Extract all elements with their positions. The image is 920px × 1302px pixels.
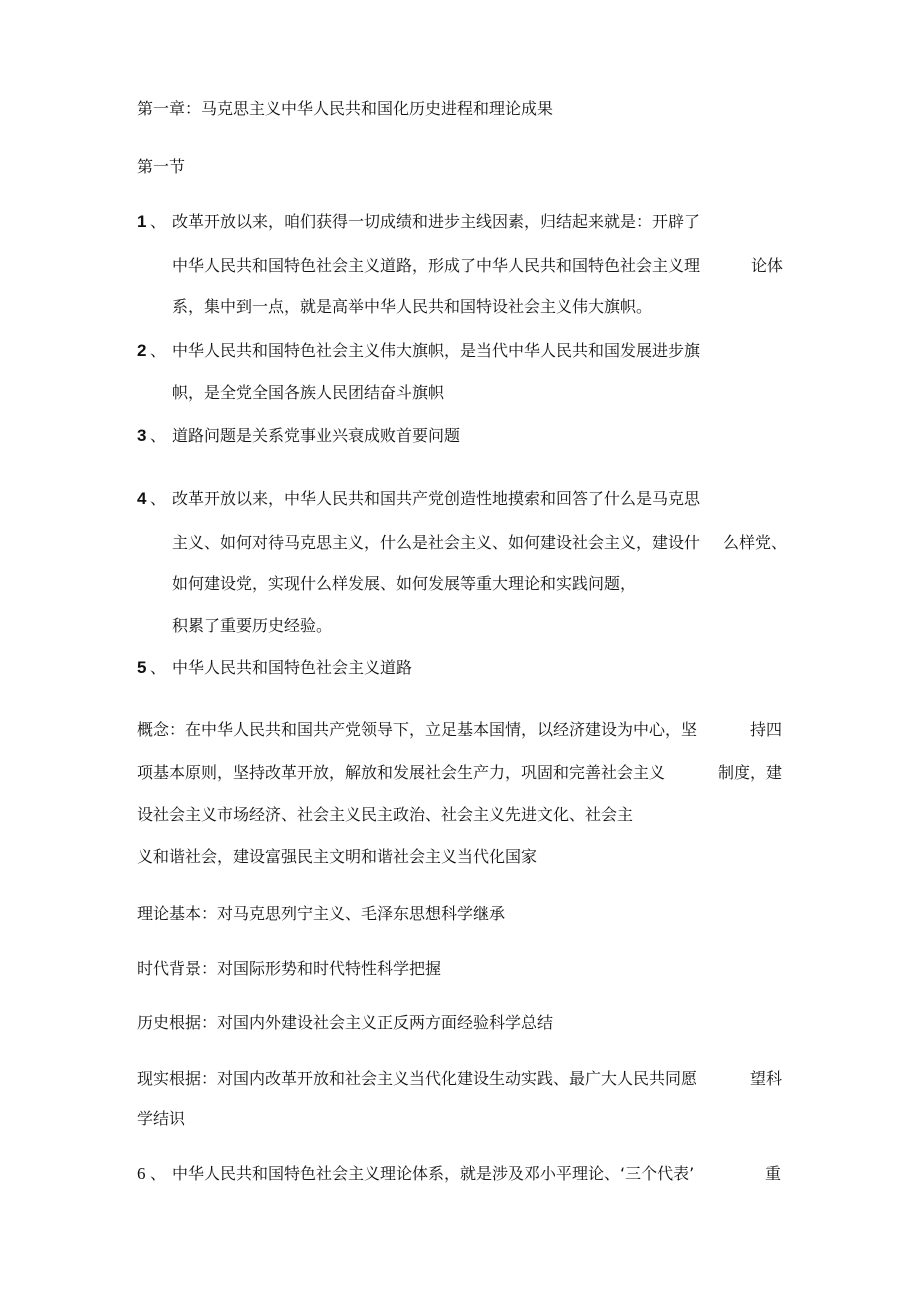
concept-line-1-tail: 持四 bbox=[749, 720, 782, 739]
item-1-line-2-tail: 论体 bbox=[751, 256, 784, 275]
reality-basis-line-2: 学结识 bbox=[137, 1109, 186, 1128]
item-2-line-2: 帜，是全党全国各族人民团结奋斗旗帜 bbox=[172, 383, 445, 402]
concept-line-4: 义和谐社会，建设富强民主文明和谐社会主义当代化国家 bbox=[137, 847, 538, 866]
item-1-number: 1 bbox=[137, 212, 147, 231]
concept-line-2 bbox=[137, 762, 782, 784]
concept-line-2-main: 项基本原则，坚持改革开放，解放和发展社会生产力，巩固和完善社会主义 bbox=[137, 763, 666, 782]
item-5-number: 5 bbox=[137, 658, 147, 677]
item-4-line-1: 改革开放以来，中华人民共和国共产党创造性地摸索和回答了什么是马克思 bbox=[172, 489, 701, 508]
concept-line-1-main: 概念：在中华人民共和国共产党领导下，立足基本国情，以经济建设为中心，坚 bbox=[137, 720, 698, 739]
section-heading: 第一节 bbox=[137, 157, 186, 176]
item-6-number: 6 bbox=[137, 1164, 146, 1183]
item-4-line-3: 如何建设党，实现什么样发展、如何发展等重大理论和实践问题， bbox=[172, 574, 637, 593]
item-4-line-2-tail: 么样党、 bbox=[723, 533, 788, 552]
item-2-separator: 、 bbox=[150, 341, 167, 360]
item-6-line-1-tail: 重 bbox=[765, 1164, 782, 1183]
item-3-separator: 、 bbox=[150, 426, 167, 445]
item-4-number: 4 bbox=[137, 489, 147, 508]
item-5-line-1: 中华人民共和国特色社会主义道路 bbox=[172, 658, 413, 677]
history-basis: 历史根据：对国内外建设社会主义正反两方面经验科学总结 bbox=[137, 1013, 554, 1032]
item-1-line-2: 中华人民共和国特色社会主义道路，形成了中华人民共和国特色社会主义理 bbox=[172, 256, 701, 275]
item-1-separator: 、 bbox=[150, 212, 167, 231]
item-5-separator: 、 bbox=[150, 658, 167, 677]
item-4-separator: 、 bbox=[150, 489, 167, 508]
item-4-line-4: 积累了重要历史经验。 bbox=[172, 616, 333, 635]
concept-line-1 bbox=[137, 719, 782, 741]
reality-basis-main: 现实根据：对国内改革开放和社会主义当代化建设生动实践、最广大人民共同愿 bbox=[137, 1069, 698, 1088]
item-6-separator: 、 bbox=[150, 1164, 167, 1183]
item-1-line-3: 系，集中到一点，就是高举中华人民共和国特设社会主义伟大旗帜。 bbox=[172, 297, 653, 316]
item-4-line-2: 主义、如何对待马克思主义，什么是社会主义、如何建设社会主义，建设什 bbox=[172, 533, 701, 552]
item-2-number: 2 bbox=[137, 341, 147, 360]
concept-line-2-tail: 制度，建 bbox=[717, 763, 782, 782]
item-1-line-1: 改革开放以来，咱们获得一切成绩和进步主线因素，归结起来就是：开辟了 bbox=[172, 212, 701, 231]
item-2-line-1: 中华人民共和国特色社会主义伟大旗帜，是当代中华人民共和国发展进步旗 bbox=[172, 341, 701, 360]
concept-line-3: 设社会主义市场经济、社会主义民主政治、社会主义先进文化、社会主 bbox=[137, 805, 634, 824]
era-background: 时代背景：对国际形势和时代特性科学把握 bbox=[137, 959, 442, 978]
item-3-number: 3 bbox=[137, 426, 147, 445]
item-3-line-1: 道路问题是关系党事业兴衰成败首要问题 bbox=[172, 426, 461, 445]
theory-basis: 理论基本：对马克思列宁主义、毛泽东思想科学继承 bbox=[137, 904, 506, 923]
chapter-title: 第一章：马克思主义中华人民共和国化历史进程和理论成果 bbox=[137, 99, 554, 118]
reality-basis-tail: 望科 bbox=[749, 1069, 782, 1088]
item-6-line-1: 中华人民共和国特色社会主义理论体系，就是涉及邓小平理论、‘三个代表’ bbox=[172, 1164, 695, 1183]
reality-basis-line-1 bbox=[137, 1068, 782, 1090]
